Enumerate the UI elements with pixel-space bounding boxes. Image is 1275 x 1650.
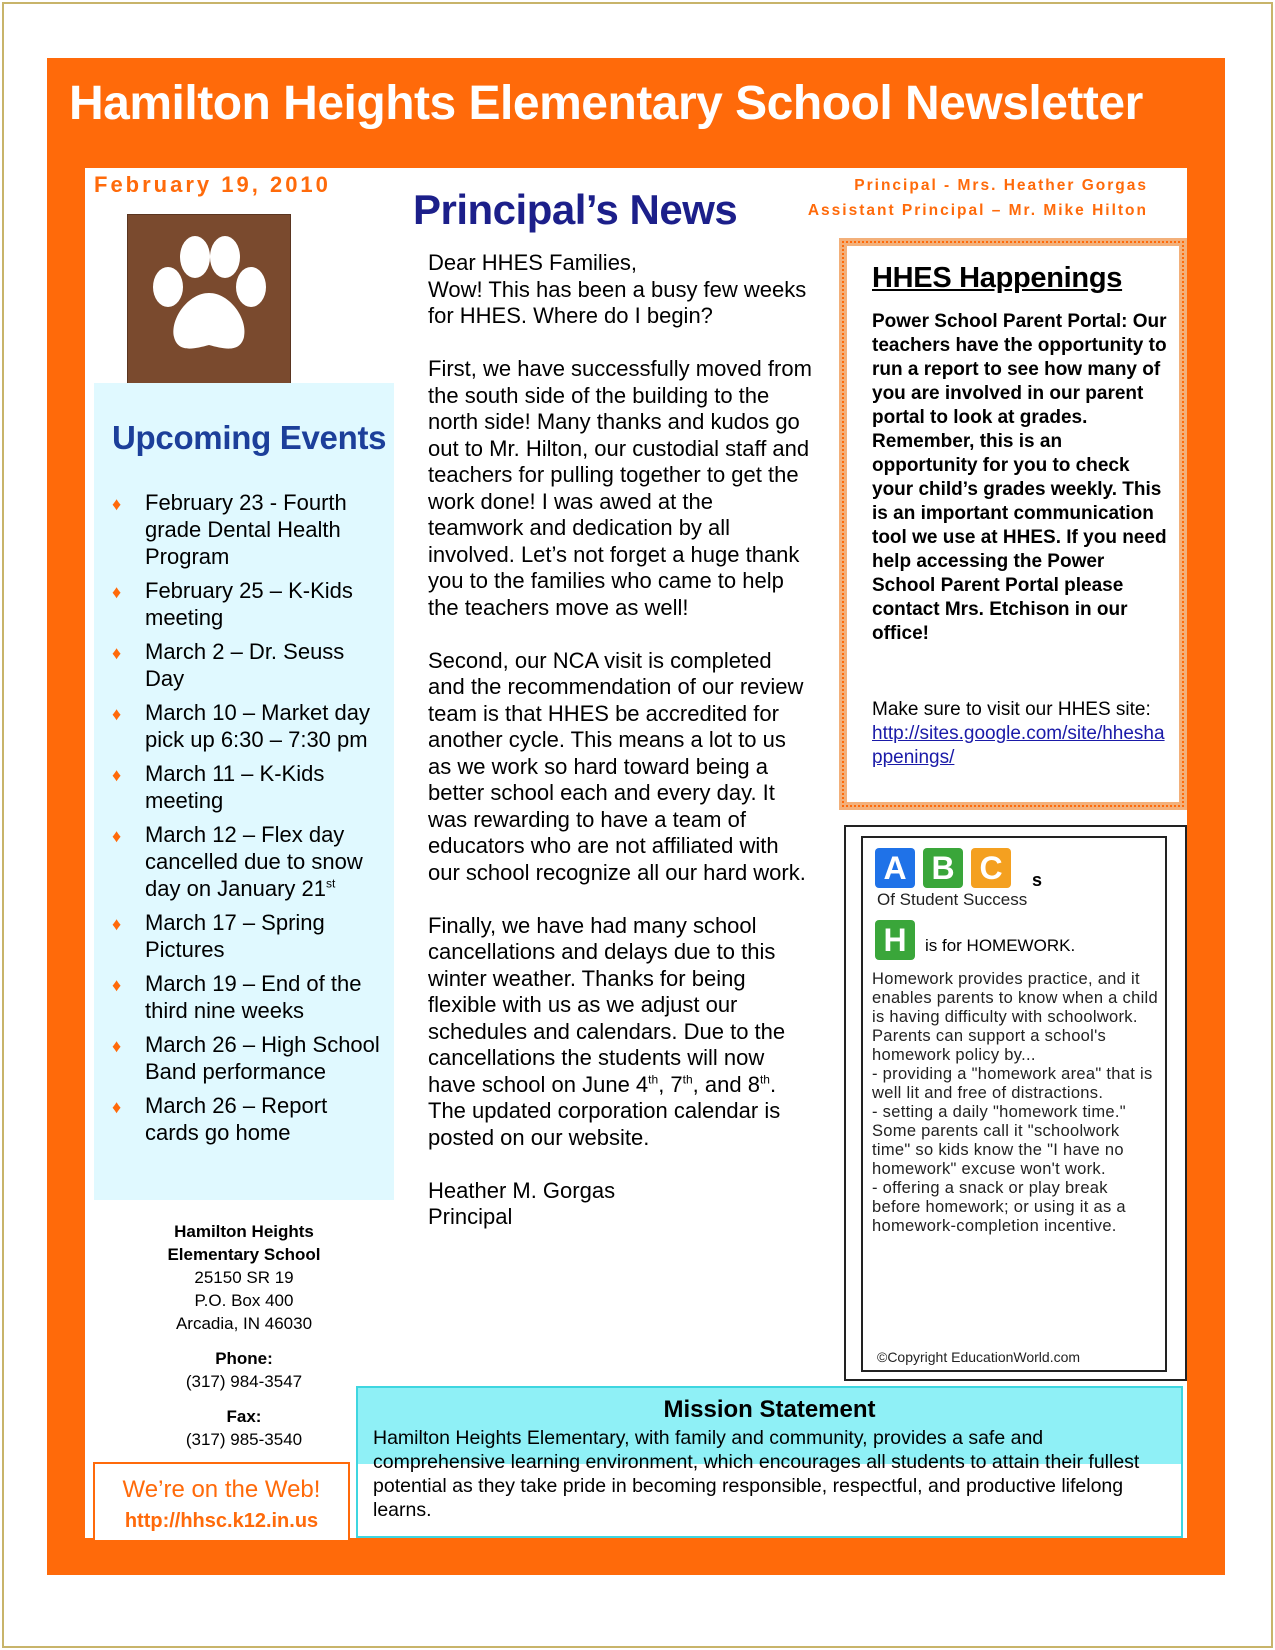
street-address: 25150 SR 19 — [194, 1268, 294, 1287]
list-item: ♦ March 2 – Dr. Seuss Day — [112, 639, 345, 691]
paragraph: Second, our NCA visit is completed and the recommendation of our review team is that HHES be accredited for another cycle. This means a lot to us as we work so hard toward being a better school each and every day. It was rewarding to have a team of educators who are not affiliated with our school recognize all our hard work. — [428, 647, 806, 885]
signature-name: Heather M. Gorgas — [428, 1177, 616, 1203]
copyright-notice: ©Copyright EducationWorld.com — [877, 1349, 1081, 1365]
list-item: ♦ March 26 – High School Band performance — [112, 1032, 380, 1084]
list-item: ♦ March 11 – K-Kids meeting — [112, 761, 325, 813]
h-homework-row — [875, 920, 1076, 960]
paragraph: Finally, we have had many school cancellations and delays due to this winter weather. Thanks for being flexible with us as we adjust our schedules and calendars. Due to the cancellations the students will now have school on June 4th, 7th, and 8th. The updated corporation calendar is posted on our website. — [428, 912, 786, 1150]
paw-logo — [127, 214, 291, 386]
diamond-bullet-icon: ♦ — [112, 914, 122, 934]
visit-site-note: Make sure to visit our HHES site: http://sites.google.com/site/hheshappenings/ — [872, 699, 1165, 768]
superscript: st — [326, 876, 336, 891]
parent-portal-notice: Power School Parent Portal: Our teachers have the opportunity to run a report to see how many of you are involved in our parent portal to look at grades. Remember, this is an opportunity for you to check your child’s grades weekly. This is an important communication tool we use at HHES. If you need help accessing the Power School Parent Portal please contact Mrs. Etchison in our office! — [872, 311, 1167, 644]
list-item: ♦ March 10 – Market day pick up 6:30 – 7:30 pm — [112, 700, 370, 752]
mission-text: Hamilton Heights Elementary, with family and community, provides a safe and comprehensive learning environment, which encourages all students to attain their fullest potential as they take pride in becoming responsible, respectful, and productive lifelong learns. — [373, 1427, 1140, 1521]
diamond-bullet-icon: ♦ — [112, 765, 122, 785]
list-item: ♦ March 19 – End of the third nine weeks — [112, 971, 362, 1023]
website-box — [93, 1462, 350, 1542]
mission-statement-box — [356, 1386, 1183, 1538]
paragraph: First, we have successfully moved from the south side of the building to the north side! Many thanks and kudos go out to Mr. Hilton, our custodial staff and teachers for pulling together to get the work done! I was awed at the teamwork and dedication by all involved. Let’s not forget a huge thank you to the families who came to help the teachers move as well! — [428, 356, 812, 620]
fax-number: (317) 985-3540 — [185, 1430, 303, 1449]
h-homework-label: is for HOMEWORK. — [925, 936, 1076, 955]
letter-block-c: C — [971, 848, 1011, 888]
po-box: P.O. Box 400 — [194, 1291, 294, 1310]
mission-title: Mission Statement — [663, 1396, 876, 1423]
happenings-title: HHES Happenings — [872, 262, 1123, 294]
list-item: ♦ March 17 – Spring Pictures — [112, 910, 325, 962]
diamond-bullet-icon: ♦ — [112, 582, 122, 602]
letter-block-a: A — [875, 848, 915, 888]
abc-inner-frame — [861, 836, 1167, 1372]
issue-date: February 19, 2010 — [94, 172, 331, 197]
homework-tips: Homework provides practice, and it enables parents to know when a child is having difficulty with schoolwork. Parents can support a school's homework policy by... - providing a "homework area" that is well lit and free of distractions. - setting a daily "homework time." Some parents call it "schoolwork time" so kids know the "I have no homework" excuse won't work. - offering a snack or play break before homework; or using it as a homework-completion incentive. — [872, 970, 1158, 1235]
abc-subtitle: Of Student Success — [877, 890, 1028, 909]
principals-news-title: Principal’s News — [413, 186, 738, 233]
phone-number: (317) 984-3547 — [185, 1372, 303, 1391]
assistant-principal-line: Assistant Principal – Mr. Mike Hilton — [807, 202, 1148, 219]
upcoming-events-title: Upcoming Events — [112, 419, 387, 456]
hhes-happenings-box — [839, 238, 1187, 810]
diamond-bullet-icon: ♦ — [112, 494, 122, 514]
happenings-site-link[interactable]: http://sites.google.com/site/hheshappenings/ — [872, 723, 1165, 768]
paw-print-icon — [128, 215, 290, 385]
newsletter-title: Hamilton Heights Elementary School Newsletter — [69, 77, 1143, 130]
staff-listing — [808, 173, 1148, 223]
principals-news-body — [428, 250, 813, 1257]
diamond-bullet-icon: ♦ — [112, 1036, 122, 1056]
diamond-bullet-icon: ♦ — [112, 1097, 122, 1117]
signature-title: Principal — [428, 1204, 513, 1229]
abc-student-success-box — [844, 825, 1187, 1381]
web-heading: We’re on the Web! — [122, 1476, 321, 1503]
list-item: ♦ March 26 – Report cards go home — [112, 1093, 328, 1145]
abc-blocks — [875, 848, 1043, 890]
phone-label: Phone: — [215, 1349, 273, 1368]
school-name-line2: Elementary School — [167, 1245, 321, 1264]
principal-line: Principal - Mrs. Heather Gorgas — [854, 177, 1148, 194]
city-state-zip: Arcadia, IN 46030 — [175, 1314, 313, 1333]
fax-label: Fax: — [226, 1407, 262, 1426]
website-link[interactable]: http://hhsc.k12.in.us — [124, 1510, 319, 1532]
events-list — [112, 489, 382, 1153]
diamond-bullet-icon: ♦ — [112, 975, 122, 995]
list-item: ♦ February 25 – K-Kids meeting — [112, 578, 353, 630]
school-name-line1: Hamilton Heights — [174, 1222, 314, 1241]
abc-s: s — [1032, 870, 1043, 890]
diamond-bullet-icon: ♦ — [112, 643, 122, 663]
letter-block-b: B — [923, 848, 963, 888]
list-item: ♦ February 23 - Fourth grade Dental Health Program — [112, 490, 347, 569]
diamond-bullet-icon: ♦ — [112, 704, 122, 724]
upcoming-events-panel — [94, 383, 394, 1200]
school-address — [94, 1220, 394, 1451]
letter-block-h: H — [875, 920, 915, 960]
signature-block — [428, 1178, 813, 1231]
diamond-bullet-icon: ♦ — [112, 826, 122, 846]
letter-opening: Dear HHES Families, Wow! This has been a busy few weeks for HHES. Where do I begin? — [428, 250, 807, 328]
list-item: ♦ March 12 – Flex day cancelled due to snow day on January 21st — [112, 822, 363, 901]
